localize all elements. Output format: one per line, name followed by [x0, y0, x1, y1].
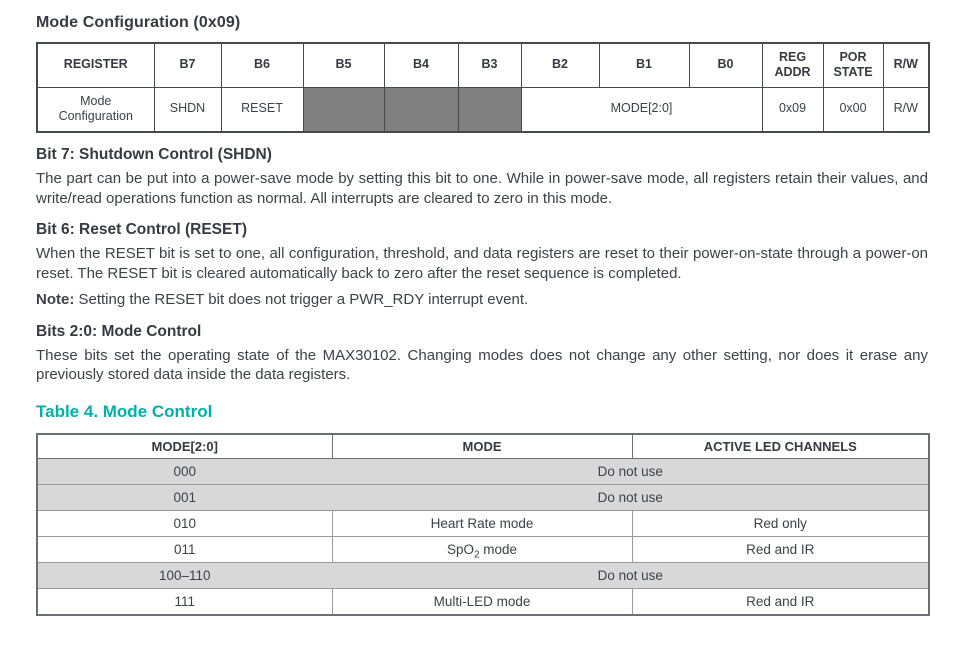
page-title: Mode Configuration (0x09) — [36, 14, 241, 31]
col-header-mode-bits: MODE[2:0] — [37, 434, 332, 459]
cell-bits: 111 — [37, 588, 332, 615]
bit7-body: The part can be put into a power-save mode by setting this bit to one. While in power-save mode, all registers retain their values, and write/read operations function as normal. All interrupts are cleared to zero in this mode. — [36, 170, 928, 207]
col-header-b6: B6 — [221, 43, 303, 87]
register-row-mode-configuration — [37, 87, 929, 132]
cell-b3-reserved — [458, 87, 521, 132]
cell-mode: Heart Rate mode — [332, 510, 632, 536]
mode-row-111 — [37, 588, 929, 615]
table4-title: Table 4. Mode Control — [36, 401, 213, 421]
note-label: Note: — [36, 291, 75, 308]
cell-channels: Red and IR — [632, 588, 929, 615]
cell-do-not-use: Do not use — [332, 562, 929, 588]
cell-channels: Red only — [632, 510, 929, 536]
cell-bits: 000 — [37, 458, 332, 484]
cell-mode-bits: MODE[2:0] — [521, 87, 762, 132]
cell-bits: 010 — [37, 510, 332, 536]
cell-do-not-use: Do not use — [332, 484, 929, 510]
cell-por-state: 0x00 — [823, 87, 883, 132]
bit7-heading: Bit 7: Shutdown Control (SHDN) — [36, 146, 272, 163]
cell-b6-reset: RESET — [221, 87, 303, 132]
col-header-b2: B2 — [521, 43, 599, 87]
cell-register-name: Mode Configuration — [37, 87, 154, 132]
note-text: Setting the RESET bit does not trigger a PWR_RDY interrupt event. — [74, 291, 529, 308]
col-header-rw: R/W — [883, 43, 929, 87]
col-header-b4: B4 — [384, 43, 458, 87]
cell-bits: 011 — [37, 536, 332, 562]
cell-b4-reserved — [384, 87, 458, 132]
col-header-register: REGISTER — [37, 43, 154, 87]
register-table-header-row — [37, 43, 929, 87]
mode-table-header-row — [37, 434, 929, 459]
col-header-mode: MODE — [332, 434, 632, 459]
col-header-b5: B5 — [303, 43, 384, 87]
col-header-b3: B3 — [458, 43, 521, 87]
bit6-body: When the RESET bit is set to one, all configuration, threshold, and data registers are reset to their power-on-state through a power-on reset. The RESET bit is cleared automatically back to zero after the reset sequence is completed. — [36, 245, 928, 282]
col-header-b0: B0 — [689, 43, 762, 87]
cell-bits: 100–110 — [37, 562, 332, 588]
bits20-heading: Bits 2:0: Mode Control — [36, 322, 202, 340]
register-table — [36, 42, 930, 133]
cell-rw: R/W — [883, 87, 929, 132]
spo2-subscript: 2 — [473, 549, 480, 561]
bit6-note — [36, 290, 928, 310]
cell-b5-reserved — [303, 87, 384, 132]
col-header-b1: B1 — [599, 43, 689, 87]
mode-row-011 — [37, 536, 929, 562]
cell-mode — [332, 536, 632, 562]
col-header-b7: B7 — [154, 43, 221, 87]
cell-reg-addr: 0x09 — [762, 87, 823, 132]
mode-row-000 — [37, 458, 929, 484]
cell-channels: Red and IR — [632, 536, 929, 562]
spo2-prefix: SpO — [446, 541, 474, 557]
cell-mode: Multi-LED mode — [332, 588, 632, 615]
cell-do-not-use: Do not use — [332, 458, 929, 484]
mode-row-010 — [37, 510, 929, 536]
col-header-active-led-channels: ACTIVE LED CHANNELS — [632, 434, 929, 459]
spo2-suffix: mode — [479, 541, 518, 557]
bits20-body: These bits set the operating state of the MAX30102. Changing modes does not change any other setting, nor does it erase any previously stored data inside the data registers. — [36, 346, 928, 383]
bit6-heading: Bit 6: Reset Control (RESET) — [36, 221, 247, 238]
mode-row-100-110 — [37, 562, 929, 588]
mode-row-001 — [37, 484, 929, 510]
cell-bits: 001 — [37, 484, 332, 510]
col-header-reg-addr: REG ADDR — [762, 43, 823, 87]
cell-b7-shdn: SHDN — [154, 87, 221, 132]
col-header-por-state: POR STATE — [823, 43, 883, 87]
mode-control-table — [36, 433, 930, 616]
